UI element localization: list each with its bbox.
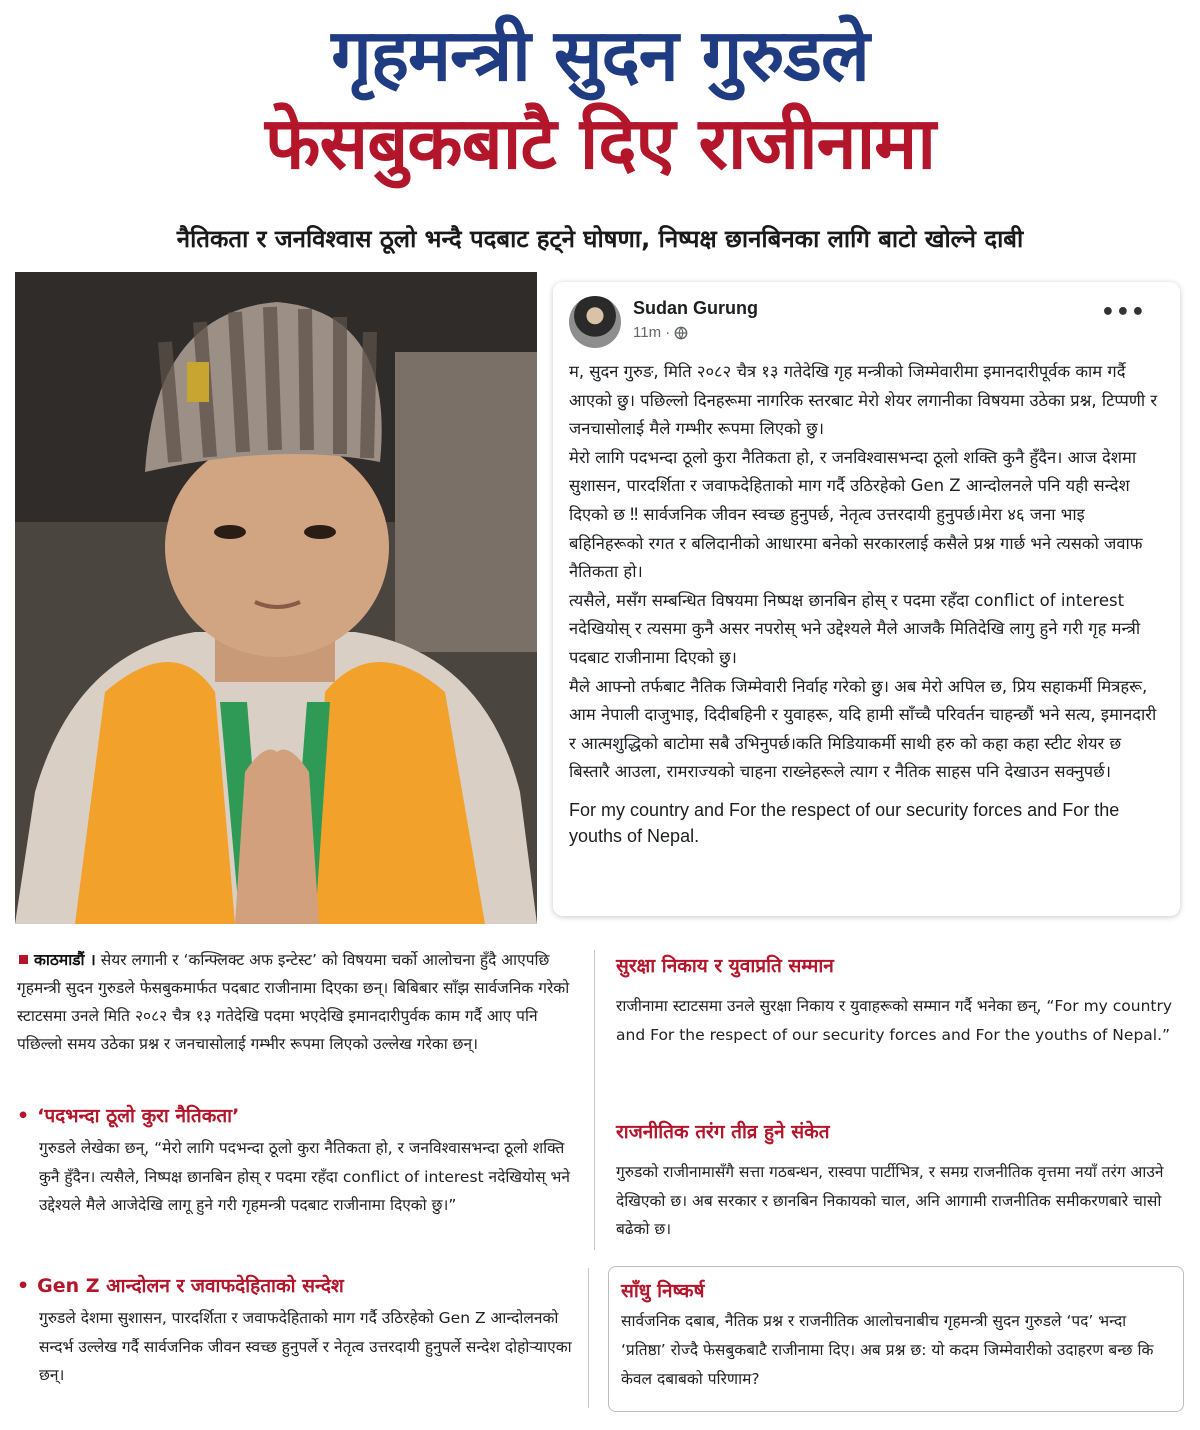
section-title: सुरक्षा निकाय र युवाप्रति सम्मान xyxy=(616,955,834,977)
post-paragraph: म, सुदन गुरुङ, मिति २०८२ चैत्र १३ गतेदेखि गृह मन्त्रीको जिम्मेवारीमा इमानदारीपूर्वक काम गर्दै आएको छु। पछिल्लो दिनहरूमा नागरिक स्तरबाट मेरो शेयर लगानीका विषयमा उठेका प्रश्न, टिप्पणी र जनचासोलाई मैले गम्भीर रूपमा लिएको छु। xyxy=(569,362,1158,439)
column-divider xyxy=(594,950,595,1250)
conclusion-box xyxy=(608,1266,1184,1412)
section-body: गुरुडको राजीनामासँगै सत्ता गठबन्धन, रास्वपा पार्टीभित्र, र समग्र राजनीतिक वृत्तमा नयाँ तरंग आउने देखिएको छ। अब सरकार र छानबिन निकायको चाल, अनि आगामी राजनीतिक समीकरणबारे चासो बढेको छ। xyxy=(616,1163,1164,1238)
section-title: • Gen Z आन्दोलन र जवाफदेहिताको सन्देश xyxy=(17,1275,344,1297)
author-avatar[interactable] xyxy=(569,296,621,348)
section-body: गुरुडले देशमा सुशासन, पारदर्शिता र जवाफदेहिताको माग गर्दै उठिरहेको Gen Z आन्दोलनको सन्दर्भ उल्लेख गर्दै सार्वजनिक जीवन स्वच्छ हुनुपर्ले र नेतृत्व उत्तरदायी हुनुपर्ले सन्देश दोहोर्‍याएका छन्। xyxy=(39,1309,572,1384)
conclusion-body: सार्वजनिक दबाब, नैतिक प्रश्न र राजनीतिक आलोचनाबीच गृहमन्त्री सुदन गुरुडले ‘पद’ भन्दा ‘प्रतिष्ठा’ रोज्दै फेसबुकबाटै राजीनामा दिए। अब प्रश्न छ: यो कदम जिम्मेवारीको उदाहरण बन्छ कि केवल दबाबको परिणाम? xyxy=(621,1312,1154,1388)
section-title: राजनीतिक तरंग तीव्र हुने संकेत xyxy=(616,1121,830,1143)
more-options-icon[interactable]: ••• xyxy=(1100,300,1146,325)
article-lede xyxy=(17,946,577,1058)
section-ethics xyxy=(17,1102,577,1220)
section-security-respect xyxy=(616,952,1182,1049)
globe-icon xyxy=(674,326,688,340)
section-body: राजीनामा स्टाटसमा उनले सुरक्षा निकाय र युवाहरूको सम्मान गर्दै भनेका छन्, “For my country and For the respect of our security forces and For the youths of Nepal.” xyxy=(616,997,1173,1044)
bullet-dot-icon: • xyxy=(17,1275,30,1297)
dateline: काठमाडौं । xyxy=(34,951,96,969)
post-paragraph: त्यसैले, मसँग सम्बन्धित विषयमा निष्पक्ष छानबिन होस् र पदमा रहँदा conflict of interest नदेखियोस् र त्यसमा कुनै असर नपरोस् भने उद्देश्यले मैले आजकै मितिदेखि लागु हुने गरी गृह मन्त्री पदबाट राजीनामा दिएको छु। xyxy=(569,590,1141,667)
section-political-ripple xyxy=(616,1118,1182,1244)
post-paragraph: मेरो लागि पदभन्दा ठूलो कुरा नैतिकता हो, र जनविश्वासभन्दा ठूलो शक्ति कुनै हुँदैन। आज देशमा सुशासन, पारदर्शिता र जवाफदेहिताको माग गर्दै उठिरहेको Gen Z आन्दोलनले पनि यही सन्देश दिएको छ ‼ सार्वजनिक जीवन स्वच्छ हुनुपर्छ, नेतृत्व उत्तरदायी हुनुपर्छ।मेरा ४६ जना भाइ बहिनिहरूको रगत र बलिदानीको आधारमा बनेको सरकारलाई कसैले प्रश्न गार्छ भने त्यसको जवाफ नैतिकता हो। xyxy=(569,447,1143,582)
portrait-illustration xyxy=(15,272,537,924)
post-english-line: For my country and For the respect of our security forces and For the youths of Nepal. xyxy=(569,799,1120,846)
column-divider xyxy=(588,1268,589,1408)
headline-line-2: फेसबुकबाटै दिए राजीनामा xyxy=(265,101,935,185)
post-meta xyxy=(633,324,688,341)
bullet-square-icon xyxy=(19,955,28,964)
post-body xyxy=(569,358,1162,787)
section-genz xyxy=(17,1272,577,1390)
facebook-post-card xyxy=(553,282,1180,916)
lede-text: सेयर लगानी र ‘कन्फ्लिक्ट अफ इन्टेस्ट’ को विषयमा चर्को आलोचना हुँदै आएपछि गृहमन्त्री सुदन गुरुडले फेसबुकमार्फत पदबाट राजीनामा दिएका छन्। बिबिबार साँझ सार्वजनिक गरेको स्टाटसमा उनले मिति २०८२ चैत्र १३ गतेदेखि पदमा भएदेखि इमानदारीपुर्वक काम गर्दै आए पनि पछिल्लो समय उठेका प्रश्न र जनचासोलाई गम्भीर रूपमा लिएको उल्लेख गरेका छन्। xyxy=(17,951,570,1053)
headline xyxy=(0,12,1200,188)
post-time[interactable]: 11m · xyxy=(633,324,671,341)
portrait-photo xyxy=(15,272,537,924)
section-title: • ‘पदभन्दा ठूलो कुरा नैतिकता’ xyxy=(17,1105,240,1127)
post-paragraph: मैले आफ्नो तर्फबाट नैतिक जिम्मेवारी निर्वाह गरेको छु। अब मेरो अपिल छ, प्रिय सहाकर्मी मित्रहरू, आम नेपाली दाजुभाइ, दिदीबहिनी र युवाहरू, यदि हामी साँच्चै परिवर्तन चाहन्छौं भने सत्य, इमानदारी र आत्मशुद्धिको बाटोमा सबै उभिनुपर्छ।कति मिडियाकर्मी साथी हरु को कहा कहा स्टीट शेयर छ बिस्तारै आउला, रामराज्यको चाहना राख्नेहरूले त्याग र नैतिक साहस पनि देखाउन सक्नुपर्छ। xyxy=(569,676,1157,782)
author-name[interactable]: Sudan Gurung xyxy=(633,298,758,318)
subheadline: नैतिकता र जनविश्वास ठूलो भन्दै पदबाट हट्ने घोषणा, निष्पक्ष छानबिनका लागि बाटो खोल्ने दाबी xyxy=(176,225,1024,253)
headline-line-1: गृहमन्त्री सुदन गुरुडले xyxy=(331,13,869,97)
bullet-dot-icon: • xyxy=(17,1105,30,1127)
section-body: गुरुडले लेखेका छन्, “मेरो लागि पदभन्दा ठूलो कुरा नैतिकता हो, र जनविश्वासभन्दा ठूलो शक्ति कुनै हुँदैन। त्यसैले, निष्पक्ष छानबिन होस् र पदमा रहँदा conflict of interest नदेखियोस् भने उद्देश्यले मैले आजेदेखि लागू हुने गरी गृहमन्त्री पदबाट राजीनामा दिएको छु।” xyxy=(39,1139,570,1214)
conclusion-title: साँधु निष्कर्ष xyxy=(621,1280,705,1302)
article-left-column xyxy=(17,946,577,1384)
post-header xyxy=(569,296,1162,358)
